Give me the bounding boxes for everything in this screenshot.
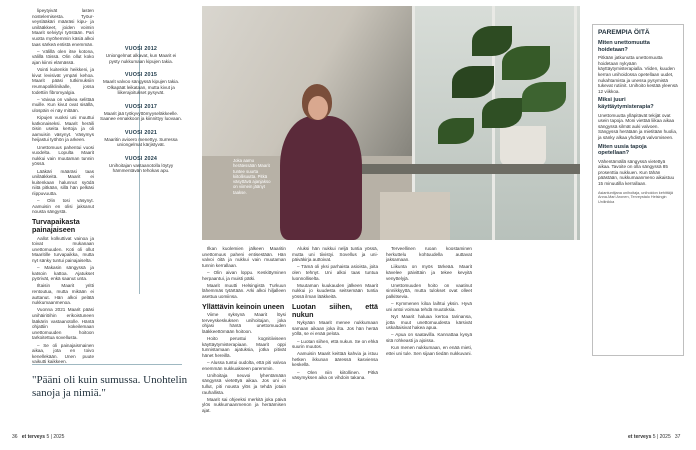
left-column-heading: Turvapaikasta painajaiseen: [32, 216, 80, 234]
page-number-right: 37: [674, 434, 681, 440]
page-number-left: 36: [12, 434, 18, 440]
sidebar-answer: Unettomuutta ylläpitävät tekijät ovat usein tapoja. Moni viettää liikaa aikaa sängyssä silmät auki valvoen. Sängyssä herätään ja mietitään huolia, ja sänky alkaa yhdistyä valvomiseen.: [598, 112, 678, 140]
timeline-entry: [100, 156, 182, 174]
pull-quote: "Pääni oli kuin sumussa. Unohtelin sanoja ja nimiä.": [32, 374, 188, 399]
body-paragraph: Nykyään Maarit menee nukkumaan samaan aikaan joka ilta. Jos hän herää yöllä, se ei enää pelota.: [292, 320, 378, 337]
timeline-year: VUOSI 2024: [124, 155, 158, 162]
timeline-entry: [100, 104, 182, 122]
body-paragraph: – Olin tosi väsynyt. Aamuisin en olisi jaksanut nousta sängystä.: [32, 198, 94, 215]
right-column-heading: Luotan siihen, että nukun: [292, 301, 378, 319]
body-paragraph: – Kymmenen kiloa laihtui yksin. Hyvä uni antoi voimaa tehdä muutoksia.: [386, 301, 472, 312]
body-paragraph: Terveellinen ruoan koostaminen herkuttelu kohtuudella auttavat jaksamaan.: [386, 246, 472, 263]
left-column-text: [32, 8, 94, 365]
timeline-description: Maaritin avioero menettyy. Surressa uniongelmat kärjistyvät.: [104, 136, 178, 147]
body-paragraph: Muutaman kuukauden jälkeen Maarit nukkui jo kuudesta seitsemään tuntia yössä ilman lääkkeitä.: [292, 282, 378, 299]
timeline-entry: [100, 72, 182, 96]
footer-left: [12, 434, 64, 440]
timeline-year: VUOSI 2015: [124, 72, 158, 78]
right-column-a-text: [292, 246, 378, 428]
photo-plant-leaf: [522, 82, 566, 112]
body-paragraph: Maarit sai ohjeeksi merkitä joka päivä ylös nukkumaanmenon ja heräämisen ajat.: [202, 396, 286, 413]
photo-person-face: [308, 96, 328, 120]
body-paragraph: Vointi kuitenkin heikkeni, ja kivut levisivät ympäri kehoa. Maarit pääsi tutkimuksiin reumapoliklinikalle, jossa todettiin fibromyalgia.: [32, 67, 94, 95]
body-paragraph: Unihoitaja neuvoi lyhentämään sängyssä vietettyä aikaa. Jos uni ei tullut, piti nousta ylös ja tehdä jotain rauhallista.: [202, 372, 286, 395]
photo-table: [380, 192, 450, 240]
photo-plant-leaf: [472, 26, 512, 56]
sidebar-question: Miten uusia tapoja opetellaan?: [598, 143, 647, 157]
body-paragraph: Vuonna 2021 Maarit pääsi unihäiriöihin erikoistuneen lääkärin vastaanotolle. Häntä ohjattiin kokeilemaan unettomuuden hoitoon tarkoitettua sovellusta.: [32, 307, 94, 341]
sidebar-source: Asiantuntijana unihoitaja, unihoidon kehittäjä Anna-Mari Aronen, Terveystalo Helsingin Unilinikka: [598, 190, 673, 204]
issue-right: 5 | 2025: [652, 434, 671, 440]
sidebar-box: [592, 24, 684, 356]
footer-right: [628, 434, 680, 440]
body-paragraph: Viime syksynä Maarit löysi terveyskeskuksen unihoitajan, joka ohjasi häntä unettomuuden lääkkeettömään hoitoon.: [202, 312, 286, 334]
body-paragraph: Lääkäri määräsi taas unilääkkeitä. Maarit ei kuitenkaan halunnut syödä niitä pitkään, sillä hän pelkäsi riippuvuutta.: [32, 168, 94, 196]
photo-plant-leaf: [502, 46, 550, 80]
body-paragraph: – Olen niin kiitollinen. Pitkä väsymyksen aika on vihdoin takana.: [292, 369, 378, 381]
sidebar-question: Miten unettomuutta hoidetaan?: [598, 40, 650, 53]
sidebar-title: PAREMPIA ÖITÄ: [598, 29, 650, 36]
body-paragraph: Aallot kolkuttivat vainoa ja toivat mukanaan unettomuuden. Koti oli ollut Maaritille turvapaikka, mutta nyt sänky tuntui painajaiselta.: [32, 235, 94, 263]
body-paragraph: Hoito perustui kognitiiviseen käyttäytymisterapiaan. Maarit oppi tunnistamaan ajatuksia, jotka pitivät hänet hereillä.: [202, 336, 286, 358]
photo-window-frame: [574, 6, 577, 240]
hero-photo: [202, 6, 580, 240]
photo-plant-leaf: [452, 66, 494, 98]
middle-column-text: [202, 246, 286, 426]
timeline-year: VUOSI 2017: [124, 103, 158, 110]
body-paragraph: Nyt Maarit haluaa kertoa tarinansa, jotta muut unettomuudesta kärsivät uskaltaisivat hakea apua.: [386, 313, 472, 331]
timeline: [100, 46, 182, 182]
body-paragraph: – Alussa tuntui oudolta, että piti valvoa enemmän nukkuakseen paremmin.: [202, 360, 286, 371]
timeline-year: VUOSI 2021: [124, 129, 158, 136]
timeline-description: Unihoitajan vastaanotolla löytyy hämmentävän tehokas apu.: [108, 162, 174, 173]
magazine-name-right: et terveys: [628, 434, 652, 440]
sidebar-question: Miksi juuri käyttäytymisterapia?: [598, 97, 654, 110]
sidebar-answer: Pitkään jatkunutta unettomuutta hoidetaan nykyään käyttäytymisterapialla. Viiden, kuuden kerran unihoidossa opetellaan uudet, nukahtamista ja unessa pysymistä tukevat rutiinit. Unihoito kestää yleensä 12 viikkoa.: [598, 55, 678, 94]
middle-column-heading: Yllättävin keinoin uneen: [202, 301, 285, 311]
right-column-b-text: [386, 246, 472, 428]
photo-caption: Joka aamu herätessään Maarit tuntee suurta kiitollisuutta. Pitkä väsyttävä ajanjakso on viimein jäänyt taakse.: [233, 158, 271, 195]
magazine-name-left: et terveys: [21, 434, 46, 440]
body-paragraph: Iltaisin Maarit yritti rentoutua, mutta mikään ei auttanut. Hän alkoi pelätä nukkumaanmenoa.: [32, 283, 94, 306]
timeline-description: Maarit valvoo sängyssä kipujen takia. Olkapäät leikataan, mutta kivut ja liikerajoitukset pysyvät.: [102, 79, 180, 95]
photo-plant-leaf: [438, 118, 474, 144]
body-paragraph: Unettomuus pahentui vuosi vuodelta. Lopulta Maarit nukkui vain muutaman tunnin yössä.: [32, 144, 94, 167]
photo-window-sill: [352, 164, 580, 174]
sidebar-answer: Vähentämällä sängyssä vietettyä aikaa. Tavoite on olla sängyssä 85 prosenttia nukkuen. Kun tähän päästään, nukkumaanmeno aikaistuu 15 minuutilla kerrallaan.: [598, 158, 675, 187]
body-paragraph: Kun menen nukkumaan, en enää mieti, ettei uni tule. Sen sijaan tiedän nukkuvani.: [386, 345, 472, 356]
photo-plant-pot: [500, 126, 546, 166]
body-paragraph: – Olin aivan loppu. Keskittyminen herpaantui, ja muisti pätki.: [202, 269, 286, 281]
body-paragraph: Liikunta on myös tärkeää. Maarit kävelee päivittäin ja tekee kevyitä venyttelyjä.: [386, 264, 472, 281]
body-paragraph: Maarit muutti Helsingistä Turkuun lähemmäs tytärtään. Arki alkoi hiljalleen asettua uomiinsa.: [202, 282, 286, 299]
timeline-description: Uniongelmat alkavat, kun Maarit ei pysty nukkumaan kipujen takia.: [105, 53, 177, 64]
photo-person-body: [280, 116, 362, 240]
body-paragraph: – Välillä olen itse kotona, välillä töissä. Olin ollut koko ajan kiinni elämässä.: [32, 48, 94, 65]
timeline-entry: [100, 130, 182, 148]
quote-rule: [32, 364, 182, 365]
body-paragraph: – Tämä oli yksi parhaista asioista, joita olen tehnyt. Uni alkoi taas tuntua luonnolliselta.: [292, 264, 378, 281]
photo-plant-leaf: [482, 98, 522, 128]
body-paragraph: Ilkan kuolemien jälkeen Maaritin unettomuus paheni entisestään. Hän valvoi öitä ja nukkui vain muutaman tunnin kerrallaan.: [202, 246, 286, 268]
body-paragraph: Kipujen vuoksi uni muuttui katkonaiseksi. Maarit heräili öisin useita kertoja ja oli aamuisin väsynyt. Väsymys heijastui työhön ja arkeen.: [32, 115, 94, 143]
body-paragraph: Unettomuuden hoito on vaatinut sinnikkyyttä, mutta tulokset ovat olleet palkitsevia.: [386, 282, 472, 299]
timeline-year: VUOSI 2012: [124, 46, 158, 52]
timeline-description: Maarit jää työkyvyttömyyseläkkeelle. Saanee ennakkoon ja kiinnittyy luovaan.: [100, 110, 182, 121]
body-paragraph: – Se oli painajaismainen aikaa, jota en toivo kenellekään. Unen puute vaikutti kaikkeen.: [32, 342, 94, 365]
body-paragraph: – Makasin sängyssä ja katsoin kattoa. Ajatukset pyörivät, enkä saanut unta.: [32, 265, 94, 282]
timeline-entry: [100, 46, 182, 64]
body-paragraph: – Apua on saatavilla. Kannattaa kysyä sitä rohkeasti ja ajoissa.: [386, 332, 472, 343]
body-paragraph: – Luotan siihen, että nukun. Se on ehkä suurin muutos.: [292, 338, 378, 350]
issue-left: 5 | 2025: [46, 434, 65, 440]
body-paragraph: Aluksi hän nukkui neljä tuntia yössä, mutta uni tiivistyi. Sovellus ja uni-päiväkirja auttoivat.: [292, 246, 378, 263]
body-paragraph: Aamuisin Maarit keittää kahvia ja istuu hetken ikkunan ääressä kasviensa keskellä.: [292, 351, 378, 368]
body-paragraph: – Vaivaa on vaikea selittää muille. Kun kivut ovat sisällä, ulospäin ei näy mitään.: [32, 96, 94, 113]
body-paragraph: lipeytyivät lasten nostelemisesta. Työur-veyslääkäri määräsi kipu- ja unilääkkeet, joiden voimin Maarit selviytyi työstään. Pari vuotta myöhemmin käsiä alkoi taas särkeä entistä enemmän.: [32, 8, 94, 47]
